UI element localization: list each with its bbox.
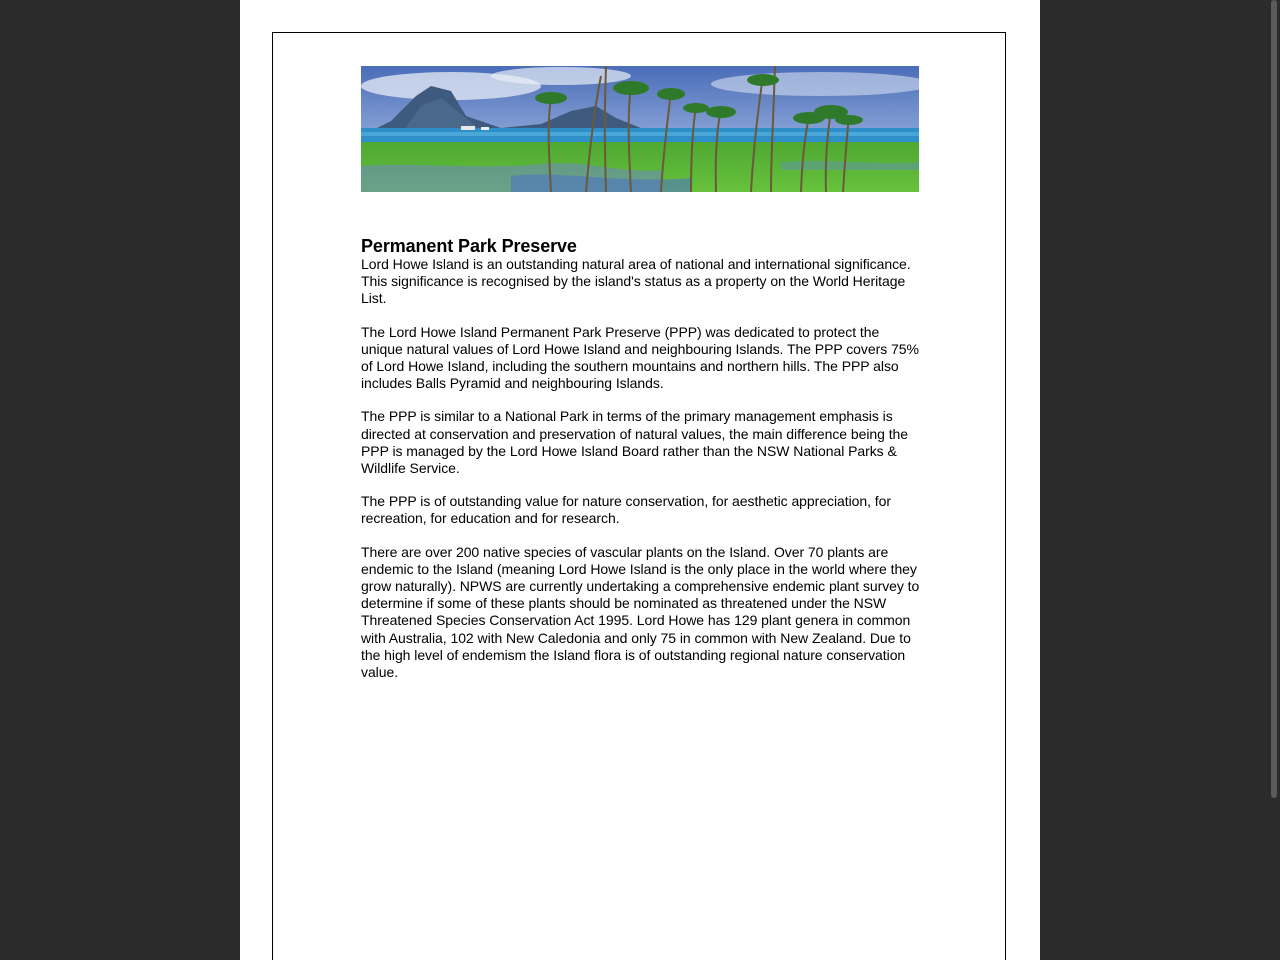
paragraph-1: Lord Howe Island is an outstanding natural area of national and international significance. This significance is recognised by the island's status as a property on the World Heritage List. [361, 256, 911, 307]
document-page [240, 0, 1040, 960]
banner-image-lord-howe-island [361, 66, 919, 192]
paragraph-5: There are over 200 native species of vascular plants on the Island. Over 70 plants are endemic to the Island (meaning Lord Howe Island is the only place in the world where they grow naturally). NPWS are currently undertaking a comprehensive endemic plant survey to determine if some of these plants should be nominated as threatened under the NSW Threatened Species Conservation Act 1995. Lord Howe has 129 plant genera in common with Australia, 102 with New Caledonia and only 75 in common with New Zealand. Due to the high level of endemism the Island flora is of outstanding regional nature conservation value. [361, 543, 920, 681]
vertical-scrollbar[interactable] [1268, 0, 1280, 960]
page-title: Permanent Park Preserve [361, 236, 577, 256]
paragraph-4: The PPP is of outstanding value for nature conservation, for aesthetic appreciation, for recreation, for education and for research. [361, 493, 891, 527]
document-body [361, 236, 921, 697]
scrollbar-thumb[interactable] [1271, 0, 1277, 798]
paragraph-2: The Lord Howe Island Permanent Park Preserve (PPP) was dedicated to protect the unique natural values of Lord Howe Island and neighbouring Islands. The PPP covers 75% of Lord Howe Island, including the southern mountains and northern hills. The PPP also includes Balls Pyramid and neighbouring Islands. [361, 323, 919, 392]
paragraph-3: The PPP is similar to a National Park in terms of the primary management emphasis is directed at conservation and preservation of natural values, the main difference being the PPP is managed by the Lord Howe Island Board rather than the NSW National Parks & Wildlife Service. [361, 408, 909, 477]
